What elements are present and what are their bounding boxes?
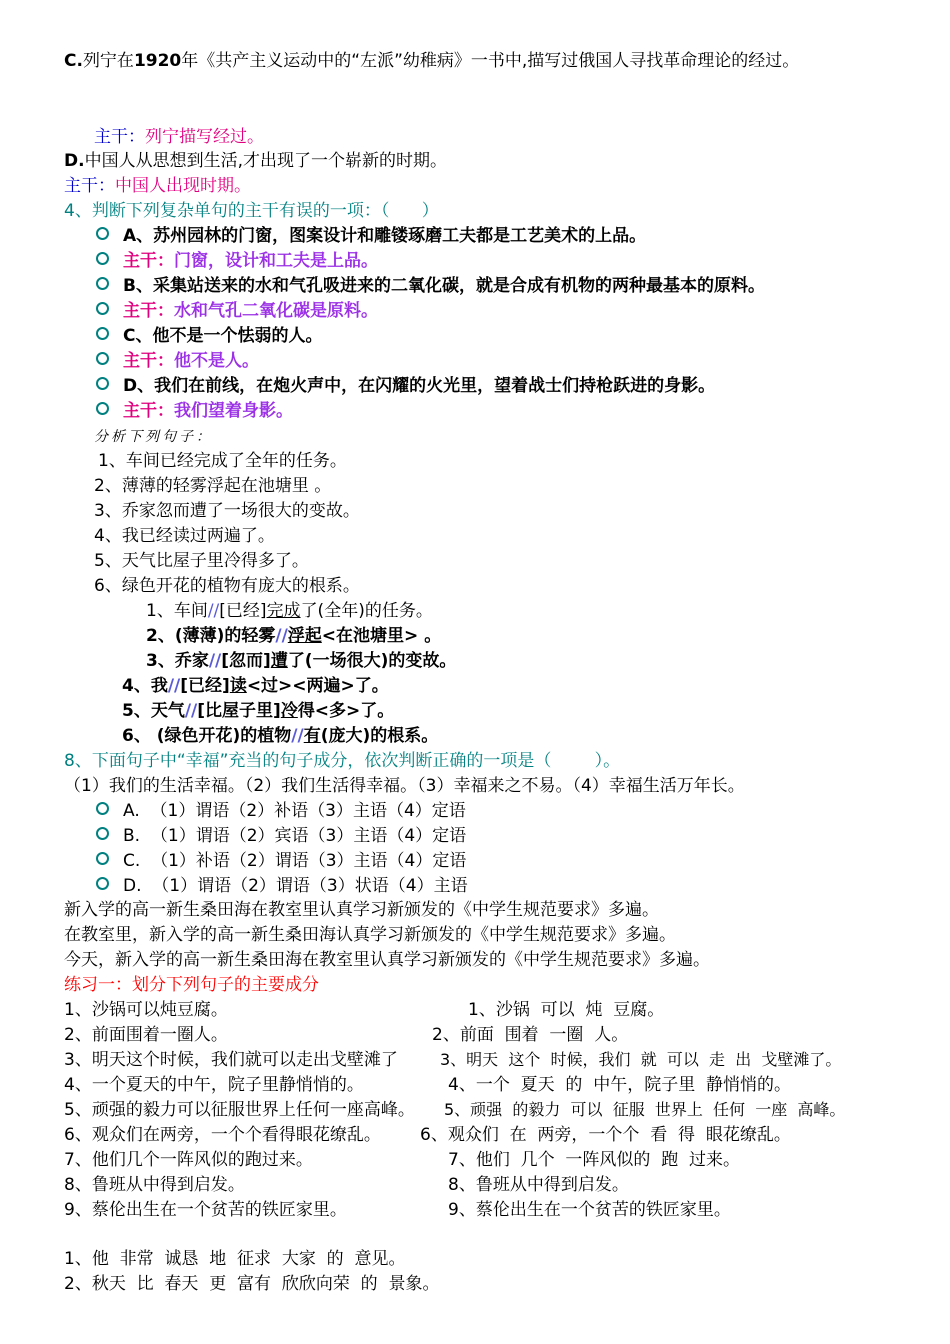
q8-option-d: D. （1）谓语（2）谓语（3）状语（4）主语 <box>96 875 468 897</box>
q4-option-d: D、我们在前线，在炮火声中，在闪耀的火光里，望着战士们持枪跃进的身影。 <box>96 375 715 397</box>
circle-bullet-icon <box>96 302 109 315</box>
line-d: D.中国人从思想到生活,才出现了一个崭新的时期。 <box>64 151 447 171</box>
analysis-line: 4、我//[已经]读<过><两遍>了。 <box>122 676 389 696</box>
exercise-sentence: 5、顽强的毅力可以征服世界上任何一座高峰。 <box>64 1100 415 1120</box>
exercise-sentence: 6、观众们在两旁，一个个看得眼花缭乱。 <box>64 1125 381 1145</box>
exercise-division: 9、蔡伦出生在一个贫苦的铁匠家里。 <box>448 1200 731 1220</box>
q4-answer-a: 主干：门窗，设计和工夫是上品。 <box>96 250 378 272</box>
exercise-division: 1、沙锅 可以 炖 豆腐。 <box>468 1000 665 1020</box>
analyze-sentence: 1、车间已经完成了全年的任务。 <box>98 451 347 471</box>
year: 1920 <box>133 51 182 71</box>
question-8-title: 8、下面句子中“幸福”充当的句子成分，依次判断正确的一项是（ ）。 <box>64 751 621 771</box>
exercise-division: 3、明天 这个 时候，我们 就 可以 走 出 戈壁滩了。 <box>440 1050 842 1069</box>
circle-bullet-icon <box>96 227 109 240</box>
exercise-sentence: 7、他们几个一阵风似的跑过来。 <box>64 1150 313 1170</box>
exercise-division: 7、他们 几个 一阵风似的 跑 过来。 <box>448 1150 741 1170</box>
question-4-title: 4、判断下列复杂单句的主干有误的一项：（ ） <box>64 201 439 221</box>
option-letter-c: C. <box>64 51 83 71</box>
exercise-division: 2、前面 围着 一圈 人。 <box>432 1025 629 1045</box>
exercise-division: 8、鲁班从中得到启发。 <box>448 1175 629 1195</box>
circle-bullet-icon <box>96 877 109 890</box>
analyze-sentence: 2、薄薄的轻雾浮起在池塘里 。 <box>94 476 332 496</box>
circle-bullet-icon <box>96 402 109 415</box>
exercise-sentence: 4、一个夏天的中午，院子里静悄悄的。 <box>64 1075 364 1095</box>
option-letter-d: D. <box>64 151 85 171</box>
subject-d: 主干：中国人出现时期。 <box>64 176 251 196</box>
q8-option-c: C. （1）补语（2）谓语（3）主语（4）定语 <box>96 850 466 872</box>
exercise-division: 6、观众们 在 两旁，一个个 看 得 眼花缭乱。 <box>420 1125 791 1145</box>
circle-bullet-icon <box>96 252 109 265</box>
exercise-1-title: 练习一：划分下列句子的主要成分 <box>64 975 319 995</box>
exercise-sentence: 1、沙锅可以炖豆腐。 <box>64 1000 228 1020</box>
analysis-line: 3、乔家//[忽而]遭了(一场很大)的变故。 <box>146 651 457 671</box>
q4-option-c: C、他不是一个怯弱的人。 <box>96 325 322 347</box>
analyze-heading: 分析下列句子： <box>94 429 213 445</box>
exercise-division: 5、顽强 的毅力 可以 征服 世界上 任何 一座 高峰。 <box>444 1100 846 1119</box>
circle-bullet-icon <box>96 327 109 340</box>
example-sentence: 在教室里，新入学的高一新生桑田海认真学习新颁发的《中学生规范要求》多遍。 <box>64 925 676 945</box>
tail-sentence: 1、他 非常 诚恳 地 征求 大家 的 意见。 <box>64 1249 406 1269</box>
circle-bullet-icon <box>96 852 109 865</box>
analysis-line: 5、天气//[比屋子里]冷得<多>了。 <box>122 701 395 721</box>
q4-option-b: B、采集站送来的水和气孔吸进来的二氧化碳，就是合成有机物的两种最基本的原料。 <box>96 275 765 297</box>
line-c: C.列宁在1920年《共产主义运动中的“左派”幼稚病》一书中,描写过俄国人寻找革命理论的经过。 <box>64 51 800 71</box>
q4-answer-c: 主干：他不是人。 <box>96 350 259 372</box>
circle-bullet-icon <box>96 377 109 390</box>
subject-c: 主干：列宁描写经过。 <box>94 127 264 147</box>
analyze-sentence: 6、绿色开花的植物有庞大的根系。 <box>94 576 360 596</box>
analysis-line: 2、(薄薄)的轻雾//浮起<在池塘里> 。 <box>146 626 442 646</box>
circle-bullet-icon <box>96 827 109 840</box>
exercise-sentence: 9、蔡伦出生在一个贫苦的铁匠家里。 <box>64 1200 347 1220</box>
analysis-line: 1、车间//[已经]完成了(全年)的任务。 <box>146 601 433 621</box>
question-8-sentences: （1）我们的生活幸福。（2）我们生活得幸福。（3）幸福来之不易。（4）幸福生活万年长。 <box>64 776 745 796</box>
circle-bullet-icon <box>96 352 109 365</box>
exercise-sentence: 2、前面围着一圈人。 <box>64 1025 228 1045</box>
exercise-division: 4、一个 夏天 的 中午，院子里 静悄悄的。 <box>448 1075 792 1095</box>
analyze-sentence: 4、我已经读过两遍了。 <box>94 526 275 546</box>
q8-option-a: A. （1）谓语（2）补语（3）主语（4）定语 <box>96 800 466 822</box>
circle-bullet-icon <box>96 277 109 290</box>
exercise-sentence: 8、鲁班从中得到启发。 <box>64 1175 245 1195</box>
analysis-line: 6、 (绿色开花)的植物//有(庞大)的根系。 <box>122 726 439 746</box>
q4-option-a: A、苏州园林的门窗，图案设计和雕镂琢磨工夫都是工艺美术的上品。 <box>96 225 646 247</box>
tail-sentence: 2、秋天 比 春天 更 富有 欣欣向荣 的 景象。 <box>64 1274 440 1294</box>
example-sentence: 新入学的高一新生桑田海在教室里认真学习新颁发的《中学生规范要求》多遍。 <box>64 900 659 920</box>
example-sentence: 今天，新入学的高一新生桑田海在教室里认真学习新颁发的《中学生规范要求》多遍。 <box>64 950 710 970</box>
exercise-sentence: 3、明天这个时候，我们就可以走出戈壁滩了 <box>64 1050 398 1070</box>
analyze-sentence: 3、乔家忽而遭了一场很大的变故。 <box>94 501 360 521</box>
analyze-sentence: 5、天气比屋子里冷得多了。 <box>94 551 309 571</box>
q8-option-b: B. （1）谓语（2）宾语（3）主语（4）定语 <box>96 825 466 847</box>
circle-bullet-icon <box>96 802 109 815</box>
q4-answer-d: 主干：我们望着身影。 <box>96 400 293 422</box>
q4-answer-b: 主干：水和气孔二氧化碳是原料。 <box>96 300 378 322</box>
